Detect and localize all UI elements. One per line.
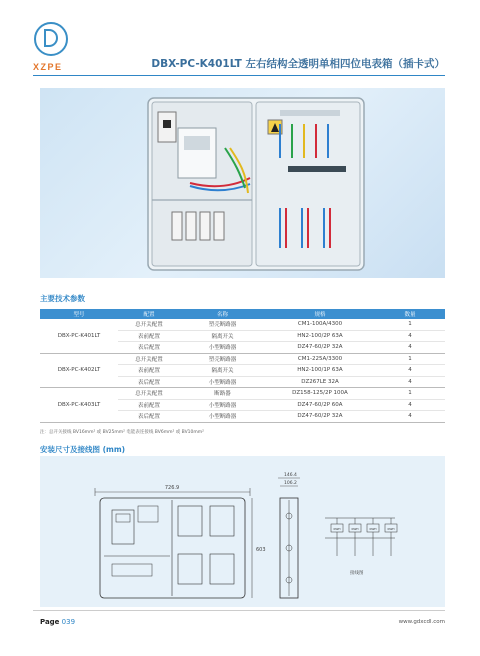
config-cell: 表前配置 <box>118 365 180 377</box>
spec-cell: DZ47-60/2P 32A <box>265 411 375 423</box>
spec-cell: DZ158-125/2P 100A <box>265 388 375 400</box>
installation-drawing <box>40 456 445 607</box>
qty-cell: 4 <box>375 330 445 342</box>
spec-cell: CM1-225A/3300 <box>265 353 375 365</box>
config-cell: 总开关配置 <box>118 319 180 330</box>
table-header-row <box>40 309 445 319</box>
model-cell: DBX-PC-K402LT <box>40 353 118 388</box>
config-cell: 表前配置 <box>118 399 180 411</box>
name-cell: 断路器 <box>180 388 265 400</box>
name-cell: 隔离开关 <box>180 365 265 377</box>
side-depth-label: 146.4 <box>284 473 297 478</box>
name-cell: 小型断路器 <box>180 399 265 411</box>
config-cell: 表后配置 <box>118 376 180 388</box>
name-cell: 小型断路器 <box>180 411 265 423</box>
website-url: www.gdxcdl.com <box>398 619 445 625</box>
qty-cell: 1 <box>375 388 445 400</box>
table-row <box>40 319 445 330</box>
height-dimension-label: 603 <box>256 547 266 553</box>
dimension-diagram <box>40 456 445 607</box>
width-dimension-label: 726.9 <box>164 485 180 491</box>
name-cell: 塑壳断路器 <box>180 353 265 365</box>
config-cell: 总开关配置 <box>118 388 180 400</box>
config-cell: 表后配置 <box>118 342 180 354</box>
kwh-label: KWH <box>351 527 359 531</box>
column-header: 规格 <box>265 309 375 319</box>
wiring-diagram-label: 接线图 <box>350 571 364 576</box>
footer-divider <box>33 610 445 611</box>
qty-cell: 4 <box>375 399 445 411</box>
column-header: 型号 <box>40 309 118 319</box>
spec-cell: HN2-100/1P 63A <box>265 365 375 377</box>
spec-note: 注：总开关接线 BV16mm² 或 BV25mm² 电能表连接线 BV6mm² 或 BV10mm² <box>40 430 204 435</box>
model-cell: DBX-PC-K401LT <box>40 319 118 353</box>
spec-cell: DZ47-60/2P 60A <box>265 399 375 411</box>
config-cell: 表后配置 <box>118 411 180 423</box>
page-number-value: 039 <box>61 618 76 626</box>
kwh-label: KWH <box>387 527 395 531</box>
spec-cell: DZ267LE 32A <box>265 376 375 388</box>
spec-section-title: 主要技术参数 <box>40 294 85 303</box>
qty-cell: 4 <box>375 411 445 423</box>
name-cell: 小型断路器 <box>180 342 265 354</box>
table-row <box>40 353 445 365</box>
column-header: 配置 <box>118 309 180 319</box>
page-number <box>40 618 75 626</box>
brand-name: XZPE <box>33 62 63 72</box>
spec-cell: CM1-100A/4300 <box>265 319 375 330</box>
column-header: 数量 <box>375 309 445 319</box>
name-cell: 小型断路器 <box>180 376 265 388</box>
qty-cell: 4 <box>375 376 445 388</box>
qty-cell: 1 <box>375 319 445 330</box>
spec-cell: DZ47-60/2P 32A <box>265 342 375 354</box>
qty-cell: 1 <box>375 353 445 365</box>
column-header: 名称 <box>180 309 265 319</box>
diagram-section-title: 安装尺寸及接线图 (mm) <box>40 445 126 454</box>
kwh-label: KWH <box>369 527 377 531</box>
meter-box-illustration <box>40 88 445 278</box>
config-cell: 总开关配置 <box>118 353 180 365</box>
side-depth-label-2: 106.2 <box>284 481 297 486</box>
model-cell: DBX-PC-K403LT <box>40 388 118 423</box>
kwh-label: KWH <box>333 527 341 531</box>
product-photo <box>40 88 445 278</box>
page-word: Page <box>40 618 60 626</box>
qty-cell: 4 <box>375 342 445 354</box>
table-row <box>40 388 445 400</box>
qty-cell: 4 <box>375 365 445 377</box>
config-cell: 表前配置 <box>118 330 180 342</box>
header-divider <box>33 75 445 76</box>
name-cell: 塑壳断路器 <box>180 319 265 330</box>
spec-table <box>40 309 445 423</box>
spec-cell: HN2-100/2P 63A <box>265 330 375 342</box>
page-title: DBX-PC-K401LT 左右结构全透明单相四位电表箱（插卡式） <box>151 58 445 70</box>
name-cell: 隔离开关 <box>180 330 265 342</box>
